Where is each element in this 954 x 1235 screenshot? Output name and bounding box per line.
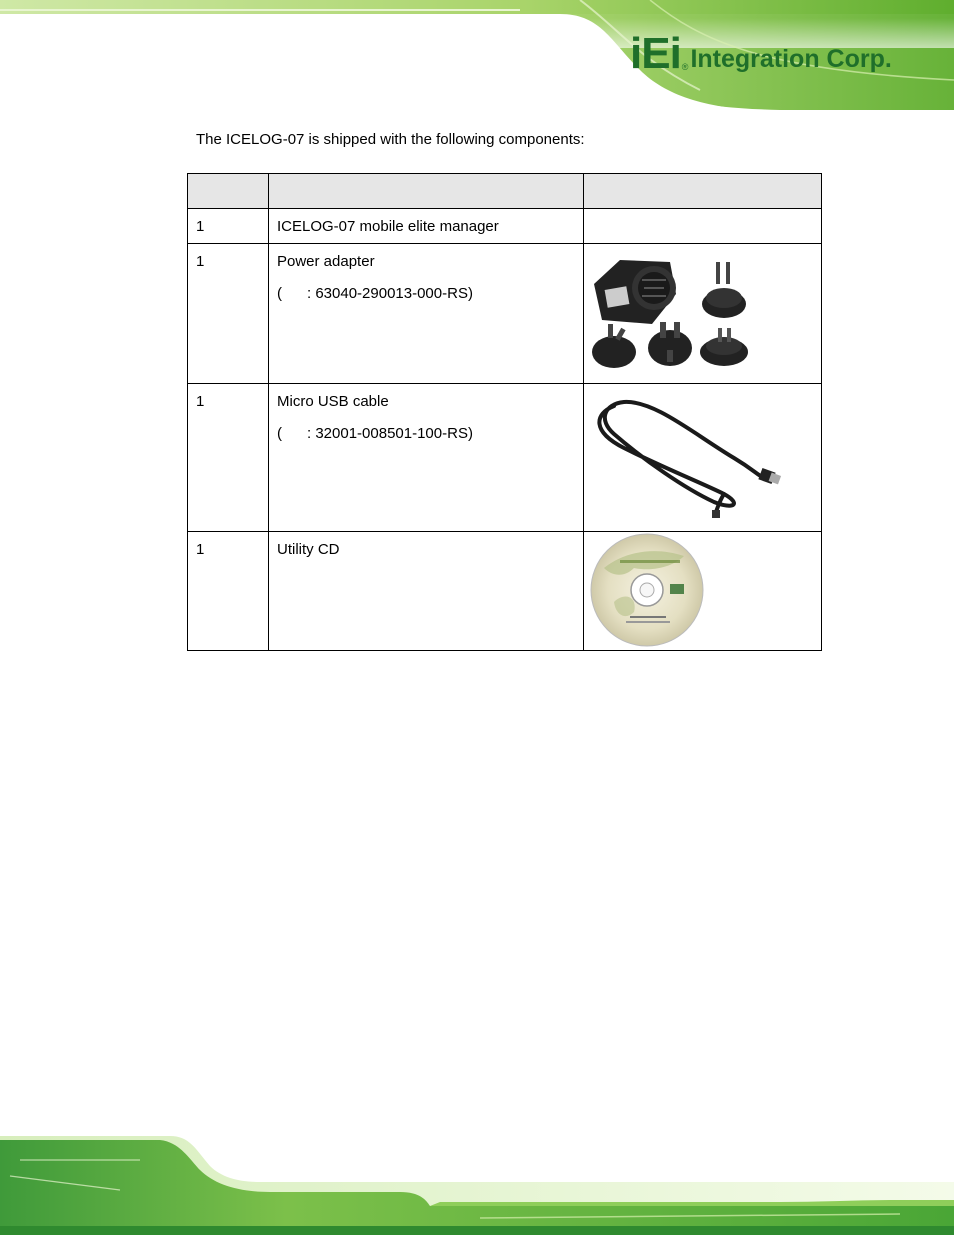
image-cell bbox=[584, 244, 822, 384]
part-number: ( : 32001-008501-100-RS) bbox=[277, 425, 473, 442]
qty-value: 1 bbox=[196, 253, 205, 270]
qty-cell bbox=[188, 384, 269, 532]
table-row bbox=[188, 384, 822, 532]
table-row bbox=[188, 244, 822, 384]
qty-value: 1 bbox=[196, 393, 205, 410]
image-cell bbox=[584, 209, 822, 244]
power-adapter-icon bbox=[584, 244, 821, 382]
header-band bbox=[0, 0, 954, 115]
logo-text: Integration Corp. bbox=[690, 45, 892, 73]
qty-cell bbox=[188, 209, 269, 244]
header-cell-image bbox=[584, 174, 822, 209]
table-header-row bbox=[188, 174, 822, 209]
qty-value: 1 bbox=[196, 541, 205, 558]
registered-mark: ® bbox=[681, 62, 689, 72]
qty-cell bbox=[188, 244, 269, 384]
cd-icon bbox=[584, 532, 821, 649]
item-name: Power adapter bbox=[277, 253, 375, 270]
table-row bbox=[188, 209, 822, 244]
header-cell-qty bbox=[188, 174, 269, 209]
qty-value: 1 bbox=[196, 218, 205, 235]
usb-cable-icon bbox=[584, 384, 821, 530]
item-cell bbox=[269, 532, 584, 651]
item-name: Micro USB cable bbox=[277, 393, 389, 410]
item-cell bbox=[269, 384, 584, 532]
item-cell bbox=[269, 244, 584, 384]
footer-background-graphic bbox=[0, 1130, 954, 1235]
footer-band bbox=[0, 1130, 954, 1235]
company-logo bbox=[630, 28, 892, 76]
header-cell-item bbox=[269, 174, 584, 209]
part-number: ( : 63040-290013-000-RS) bbox=[277, 285, 473, 302]
image-cell bbox=[584, 384, 822, 532]
intro-text: The ICELOG-07 is shipped with the following components: bbox=[196, 131, 585, 148]
image-cell bbox=[584, 532, 822, 651]
logo-mark: iEi bbox=[630, 29, 681, 78]
item-cell bbox=[269, 209, 584, 244]
components-table bbox=[187, 173, 822, 651]
table-row bbox=[188, 532, 822, 651]
item-name: ICELOG-07 mobile elite manager bbox=[277, 218, 499, 235]
qty-cell bbox=[188, 532, 269, 651]
item-name: Utility CD bbox=[277, 541, 340, 558]
